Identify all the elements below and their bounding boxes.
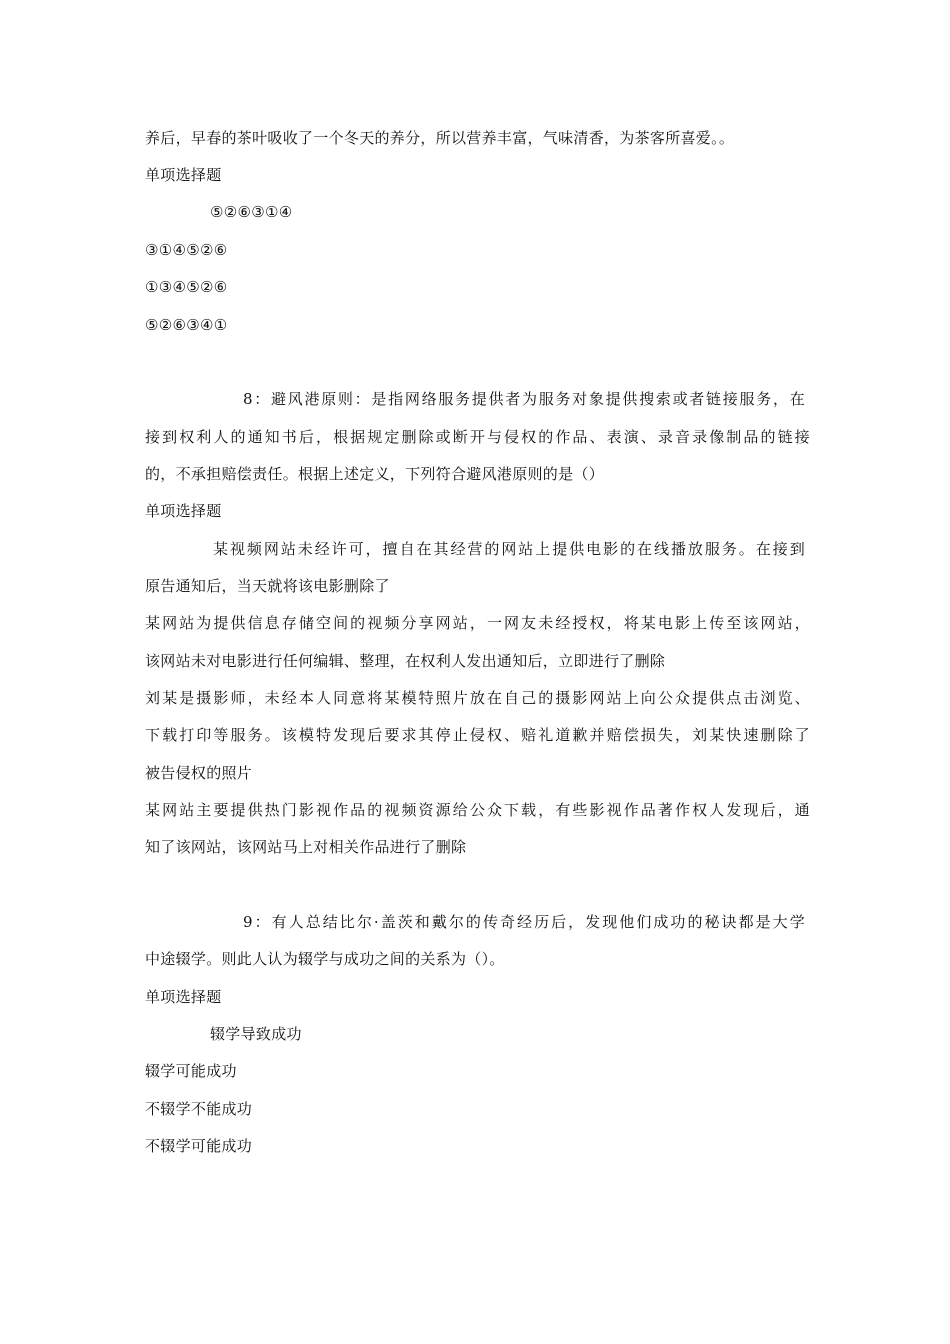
question-7-option-b: ③①④⑤②⑥ <box>145 241 228 259</box>
question-8-text-line-1: 8：避风港原则：是指网络服务提供者为服务对象提供搜索或者链接服务，在 <box>243 390 805 408</box>
question-8-option-b-line-1: 某网站为提供信息存储空间的视频分享网站，一网友未经授权，将某电影上传至该网站， <box>145 614 810 632</box>
question-9-option-d: 不辍学可能成功 <box>145 1137 253 1155</box>
question-9-text-line-1: 9：有人总结比尔·盖茨和戴尔的传奇经历后，发现他们成功的秘诀都是大学 <box>243 913 805 931</box>
question-8-option-c-line-2: 下载打印等服务。该模特发现后要求其停止侵权、赔礼道歉并赔偿损失，刘某快速删除了 <box>145 726 810 744</box>
question-8-text-line-2: 接到权利人的通知书后，根据规定删除或断开与侵权的作品、表演、录音录像制品的链接 <box>145 428 810 446</box>
question-9-type-label: 单项选择题 <box>145 988 222 1006</box>
question-8-type-label: 单项选择题 <box>145 502 222 520</box>
question-8-option-b-line-2: 该网站未对电影进行任何编辑、整理，在权利人发出通知后，立即进行了删除 <box>145 652 666 670</box>
question-7-type-label: 单项选择题 <box>145 166 222 184</box>
question-8-option-c-line-3: 被告侵权的照片 <box>145 764 253 782</box>
question-8-option-a-line-1: 某视频网站未经许可，擅自在其经营的网站上提供电影的在线播放服务。在接到 <box>213 540 805 558</box>
question-9-option-c: 不辍学不能成功 <box>145 1100 253 1118</box>
question-8-option-a-line-2: 原告通知后，当天就将该电影删除了 <box>145 577 390 595</box>
question-9-option-a: 辍学导致成功 <box>210 1025 302 1043</box>
question-8-option-c-line-1: 刘某是摄影师，未经本人同意将某模特照片放在自己的摄影网站上向公众提供点击浏览、 <box>145 689 810 707</box>
question-9-option-b: 辍学可能成功 <box>145 1062 237 1080</box>
question-7-option-d: ⑤②⑥③④① <box>145 316 228 334</box>
question-7-text-tail: 养后，早春的茶叶吸收了一个冬天的养分，所以营养丰富，气味清香，为茶客所喜爱。。 <box>145 129 735 147</box>
question-7-option-a: ⑤②⑥③①④ <box>210 203 293 221</box>
question-9-text-line-2: 中途辍学。则此人认为辍学与成功之间的关系为（）。 <box>145 950 505 968</box>
question-7-option-c: ①③④⑤②⑥ <box>145 278 228 296</box>
question-8-option-d-line-1: 某网站主要提供热门影视作品的视频资源给公众下载，有些影视作品著作权人发现后，通 <box>145 801 810 819</box>
question-8-option-d-line-2: 知了该网站，该网站马上对相关作品进行了删除 <box>145 838 467 856</box>
question-8-text-line-3: 的，不承担赔偿责任。根据上述定义，下列符合避风港原则的是（） <box>145 465 605 483</box>
